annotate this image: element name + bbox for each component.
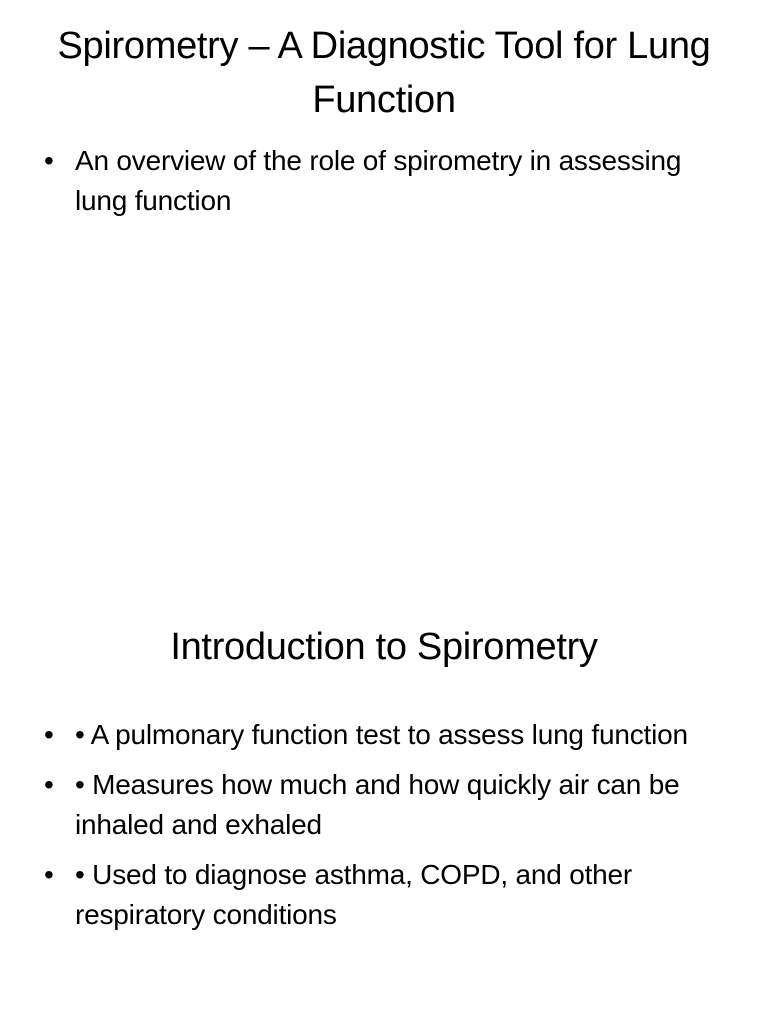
bullet-marker-icon: • xyxy=(44,859,54,890)
bullet-item xyxy=(44,141,734,221)
bullet-text: • Measures how much and how quickly air can be inhaled and exhaled xyxy=(75,769,680,840)
slide-2 xyxy=(0,600,768,1024)
bullet-list xyxy=(44,715,734,945)
slide-title: Introduction to Spirometry xyxy=(170,626,598,668)
bullet-item xyxy=(44,715,734,755)
bullet-marker-icon: • xyxy=(44,719,54,750)
bullet-text: • Used to diagnose asthma, COPD, and other respiratory conditions xyxy=(75,859,633,930)
bullet-text: An overview of the role of spirometry in assessing lung function xyxy=(75,145,682,216)
bullet-item xyxy=(44,855,734,935)
bullet-marker-icon: • xyxy=(44,769,54,800)
bullet-marker-icon: • xyxy=(44,145,54,176)
bullet-item xyxy=(44,765,734,845)
bullet-text: • A pulmonary function test to assess lung function xyxy=(75,719,688,750)
slide-title: Spirometry – A Diagnostic Tool for Lung Function xyxy=(57,25,711,121)
bullet-list xyxy=(44,141,734,231)
